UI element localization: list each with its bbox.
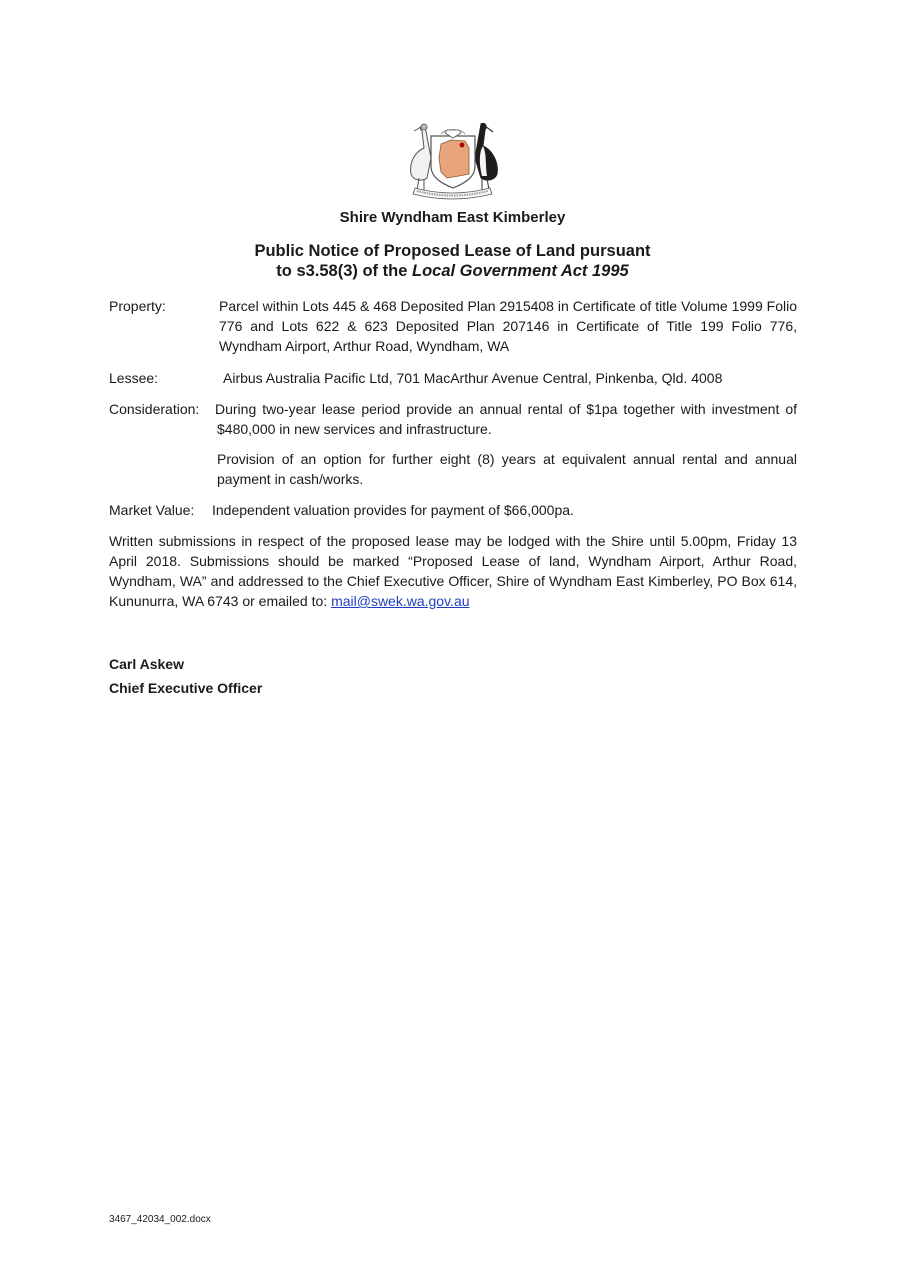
consideration-option-field — [109, 449, 799, 491]
shire-crest-logo — [395, 118, 510, 200]
consideration-field — [109, 399, 799, 441]
shire-name-heading: Shire Wyndham East Kimberley — [339, 209, 566, 226]
submissions-text: Written submissions in respect of the proposed lease may be lodged with the Shire until 5.00pm, Friday 13 April 2018. Submissions should be marked “Proposed Lease of land, Wyndham Airport, Arthur Road, Wyndham, WA” and addressed to the Chief Executive Officer, Shire of Wyndham East Kimberley, PO Box 614, Kununurra, WA 6743 or emailed to: — [109, 533, 797, 609]
consideration-label: Consideration: — [109, 401, 200, 417]
submissions-paragraph — [109, 531, 797, 611]
lessee-label: Lessee: — [109, 370, 159, 386]
consideration-option-value: Provision of an option for further eight (8) years at equivalent annual rental and annual payment in cash/works. — [217, 451, 797, 487]
market-value-label: Market Value: — [109, 502, 195, 518]
property-label: Property: — [109, 298, 166, 314]
notice-title-line2 — [0, 261, 905, 281]
document-filename: 3467_42034_002.docx — [109, 1214, 211, 1225]
notice-title — [0, 241, 905, 281]
property-field — [109, 296, 799, 358]
lessee-value: Airbus Australia Pacific Ltd, 701 MacArthur Avenue Central, Pinkenba, Qld. 4008 — [223, 370, 723, 386]
notice-title-prefix: to s3.58(3) of the — [276, 262, 412, 280]
act-name: Local Government Act 1995 — [411, 262, 629, 280]
email-link[interactable]: mail@swek.wa.gov.au — [331, 593, 470, 609]
market-value-field — [109, 500, 799, 522]
signatory-position: Chief Executive Officer — [109, 680, 263, 696]
property-value: Parcel within Lots 445 & 468 Deposited Plan 2915408 in Certificate of title Volume 1999 Folio 776 and Lots 622 & 623 Deposited Plan 207146 in Certificate of Title 199 Folio 776, Wyndham Airport, Arthur Road, Wyndham, WA — [219, 298, 797, 354]
notice-title-line1: Public Notice of Proposed Lease of Land pursuant — [254, 242, 651, 260]
lessee-field — [109, 368, 799, 390]
signatory-name: Carl Askew — [109, 656, 184, 672]
consideration-value: During two-year lease period provide an annual rental of $1pa together with investment of $480,000 in new services and infrastructure. — [215, 401, 797, 437]
market-value-value: Independent valuation provides for payment of $66,000pa. — [212, 502, 574, 518]
